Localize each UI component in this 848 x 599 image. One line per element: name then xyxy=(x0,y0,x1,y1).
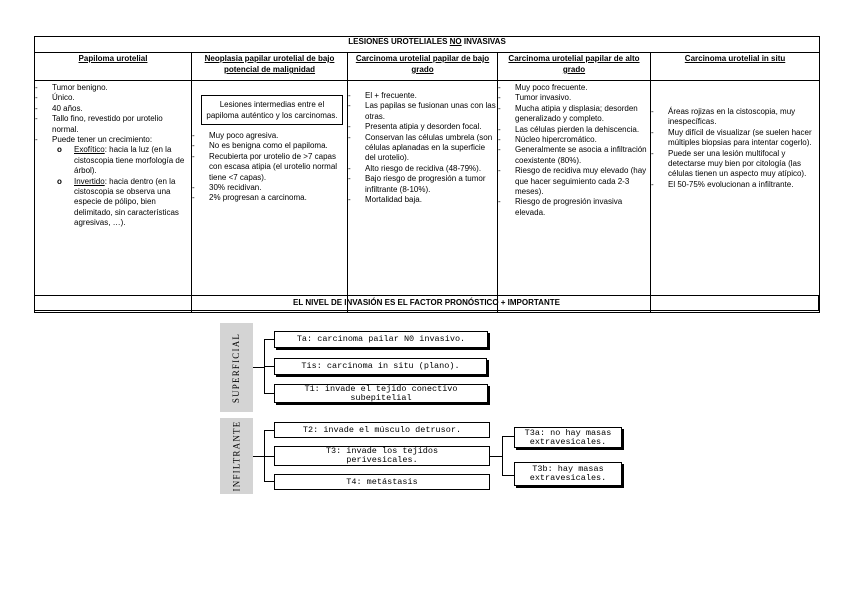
superficial-label: SUPERFICIAL xyxy=(231,332,242,403)
list-item: - Las papilas se fusionan unas con las otras. xyxy=(348,101,497,122)
header-alto-grado: Carcinoma urotelial papilar de alto grado xyxy=(498,53,651,81)
list-item: - El 50-75% evolucionan a infiltrante. xyxy=(651,180,819,190)
stage-tis-box: Tis: carcinoma in situ (plano). xyxy=(274,358,487,375)
list-item: - Muy difícil de visualizar (se suelen hacer múltiples biopsias para intentar cogerlo). xyxy=(651,128,819,149)
stage-t3a-box: T3a: no hay masas extravesicales. xyxy=(514,427,622,448)
list-item: - 2% progresan a carcinoma. xyxy=(192,193,347,203)
list-item: - Mucha atipia y displasia; desorden generalizado y completo. xyxy=(498,104,650,125)
stage-t3b-box: T3b: hay masas extravesicales. xyxy=(514,462,622,486)
list-item: - Muy poco frecuente. xyxy=(498,83,650,93)
connector xyxy=(264,430,274,431)
connector xyxy=(264,366,274,367)
connector xyxy=(264,456,274,457)
header-neoplasia: Neoplasia papilar urotelial de bajo potencial de malignidad xyxy=(192,53,348,81)
intermediate-lesion-box: Lesiones intermedias entre el papiloma auténtico y los carcinomas. xyxy=(201,95,343,125)
list-item: - Único. xyxy=(35,93,191,103)
header-in-situ: Carcinoma urotelial in situ xyxy=(651,53,820,81)
connector xyxy=(253,456,264,457)
stage-ta-box: Ta: carcinoma pailar N0 invasivo. xyxy=(274,331,488,348)
connector xyxy=(490,456,502,457)
connector xyxy=(264,481,274,482)
prognosis-banner: EL NIVEL DE INVASIÓN ES EL FACTOR PRONÓSTICO + IMPORTANTE xyxy=(34,295,819,311)
connector xyxy=(502,436,514,437)
list-item: - Tumor benigno. xyxy=(35,83,191,93)
list-item: - Alto riesgo de recidiva (48-79%). xyxy=(348,164,497,174)
connector xyxy=(502,475,514,476)
term-invertido: Invertido xyxy=(74,176,105,186)
connector xyxy=(264,339,274,340)
list-item: - Generalmente se asocia a infiltración coexistente (80%). xyxy=(498,145,650,166)
superficial-label-bar xyxy=(220,323,253,412)
stage-t3-box: T3: invade los tejidos perivesicales. xyxy=(274,446,490,466)
connector xyxy=(502,436,503,476)
list-item: - Bajo riesgo de progresión a tumor infiltrante (8-10%). xyxy=(348,174,497,195)
list-item: - Tallo fino, revestido por urotelio normal. xyxy=(35,114,191,135)
list-item-text: Puede tener un crecimiento: xyxy=(52,135,153,145)
title-text-no: NO xyxy=(449,37,462,46)
list-item: - No es benigna como el papiloma. xyxy=(192,141,347,151)
term-text: : hacia la luz (en la cistoscopia tiene morfología de árbol). xyxy=(74,145,185,176)
list-item: - Puede ser una lesión multifocal y detectarse muy bien por citología (las células tienen un aspecto muy atípico). xyxy=(651,149,819,180)
infiltrante-label: INFILTRANTE xyxy=(231,420,242,492)
list-item: - Recubierta por urotelio de >7 capas con escasa atipia (el urotelio normal tiene <7 capas). xyxy=(192,152,347,183)
list-item: - El + frecuente. xyxy=(348,91,497,101)
list-item: - Núcleo hipercromático. xyxy=(498,135,650,145)
list-item: - Presenta atipia y desorden focal. xyxy=(348,122,497,132)
stage-t1-box: T1: invade el tejido conectivo subepitelial xyxy=(274,384,488,403)
connector xyxy=(264,393,274,394)
list-item: - Áreas rojizas en la cistoscopia, muy inespecíficas. xyxy=(651,107,819,128)
list-item: - 30% recidivan. xyxy=(192,183,347,193)
list-item: - Riesgo de progresión invasiva elevada. xyxy=(498,197,650,218)
title-text-pre: LESIONES UROTELIALES xyxy=(348,37,450,46)
list-item: - Riesgo de recidiva muy elevado (hay que hacer seguimiento cada 2-3 meses). xyxy=(498,166,650,197)
stage-t2-box: T2: invade el músculo detrusor. xyxy=(274,422,490,438)
list-item: - Tumor invasivo. xyxy=(498,93,650,103)
term-exofitico: Exofítico xyxy=(74,145,105,155)
infiltrante-label-bar xyxy=(220,418,253,494)
list-item: - Muy poco agresiva. xyxy=(192,131,347,141)
stage-t4-box: T4: metástasis xyxy=(274,474,490,490)
list-item: - Las células pierden la dehiscencia. xyxy=(498,125,650,135)
header-bajo-grado: Carcinoma urotelial papilar de bajo grado xyxy=(348,53,498,81)
list-item: - Conservan las células umbrela (son células aplanadas en la superficie del urotelio). xyxy=(348,133,497,164)
title-text-post: INVASIVAS xyxy=(461,37,506,46)
list-item: - 40 años. xyxy=(35,104,191,114)
connector xyxy=(253,367,264,368)
header-papiloma: Papiloma urotelial xyxy=(35,53,192,81)
list-item: - Mortalidad baja. xyxy=(348,195,497,205)
term-text: : hacia dentro (en la cistoscopia se observa una especie de pólipo, bien delimitado, sin características agresivas, …). xyxy=(74,176,179,228)
